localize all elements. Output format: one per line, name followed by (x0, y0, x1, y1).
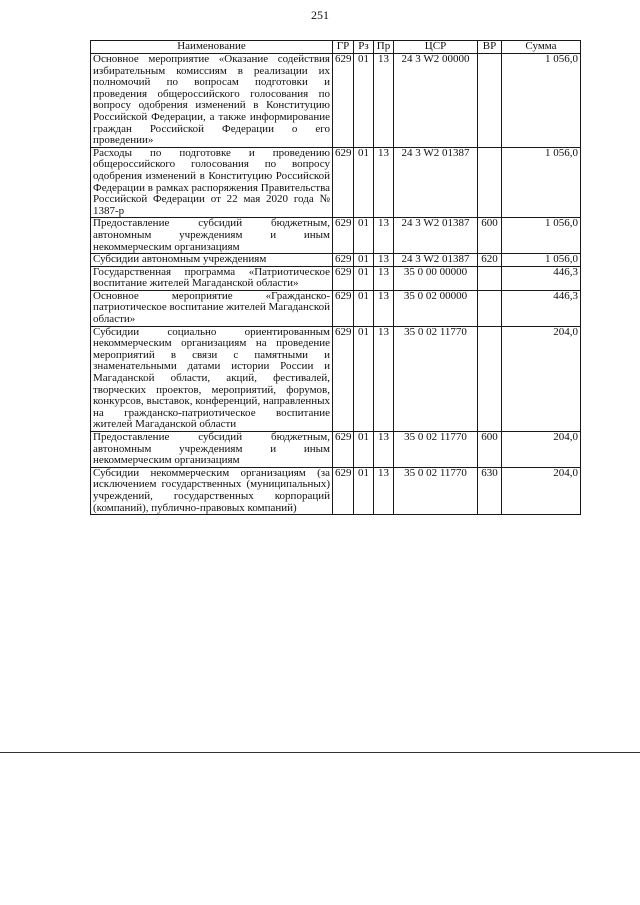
cell-pr: 13 (374, 218, 394, 254)
cell-vr: 630 (478, 467, 502, 514)
cell-gr: 629 (333, 326, 354, 431)
cell-sum: 204,0 (502, 326, 581, 431)
cell-pr: 13 (374, 266, 394, 290)
cell-rz: 01 (354, 54, 374, 148)
cell-sum: 204,0 (502, 467, 581, 514)
cell-name: Расходы по подготовке и проведению общероссийского голосования по вопросу одобрения изменений в Конституцию Российской Федерации в рамках распоряжения Правительства Российской Федерации от 22 мая 2020 года № 1387-р (91, 147, 333, 218)
footer-divider (0, 752, 640, 753)
cell-rz: 01 (354, 266, 374, 290)
cell-sum: 1 056,0 (502, 147, 581, 218)
table-row (91, 290, 581, 326)
cell-vr: 600 (478, 218, 502, 254)
cell-rz: 01 (354, 326, 374, 431)
cell-name: Основное мероприятие «Оказание содействия избирательным комиссиям в реализации их полномочий по вопросам подготовки и проведения общероссийского голосования по вопросу одобрения изменений в Конституцию Российской Федерации, а также информирование граждан Российской Федерации о его проведении» (91, 54, 333, 148)
cell-sum: 1 056,0 (502, 54, 581, 148)
table-row (91, 326, 581, 431)
cell-vr (478, 147, 502, 218)
cell-gr: 629 (333, 147, 354, 218)
cell-name: Субсидии автономным учреждениям (91, 254, 333, 267)
cell-name: Субсидии некоммерческим организациям (за исключением государственных (муниципальных) учреждений, государственных корпораций (компаний), публично-правовых компаний) (91, 467, 333, 514)
cell-pr: 13 (374, 290, 394, 326)
cell-csr: 24 3 W2 01387 (394, 218, 478, 254)
header-gr: ГР (333, 41, 354, 54)
cell-sum: 204,0 (502, 432, 581, 468)
table-header-row (91, 41, 581, 54)
cell-sum: 1 056,0 (502, 218, 581, 254)
table-row (91, 218, 581, 254)
cell-rz: 01 (354, 432, 374, 468)
cell-gr: 629 (333, 432, 354, 468)
page-number: 251 (311, 8, 329, 22)
cell-pr: 13 (374, 467, 394, 514)
cell-vr (478, 266, 502, 290)
table-row (91, 467, 581, 514)
header-vr: ВР (478, 41, 502, 54)
cell-sum: 1 056,0 (502, 254, 581, 267)
cell-name: Государственная программа «Патриотическое воспитание жителей Магаданской области» (91, 266, 333, 290)
header-pr: Пр (374, 41, 394, 54)
cell-pr: 13 (374, 326, 394, 431)
cell-vr: 620 (478, 254, 502, 267)
cell-rz: 01 (354, 147, 374, 218)
cell-csr: 35 0 00 00000 (394, 266, 478, 290)
cell-sum: 446,3 (502, 266, 581, 290)
table-row (91, 254, 581, 267)
header-rz: Рз (354, 41, 374, 54)
cell-csr: 35 0 02 00000 (394, 290, 478, 326)
cell-name: Основное мероприятие «Гражданско-патриотическое воспитание жителей Магаданской области» (91, 290, 333, 326)
cell-csr: 35 0 02 11770 (394, 326, 478, 431)
cell-name: Субсидии социально ориентированным некоммерческим организациям на проведение мероприятий в связи с памятными и знаменательными датами истории России и Магаданской области, акций, фестивалей, творческих проектов, мероприятий, форумов, конкурсов, выставок, конференций, направленных на гражданско-патриотическое воспитание жителей Магаданской области (91, 326, 333, 431)
cell-csr: 24 3 W2 01387 (394, 147, 478, 218)
table-row (91, 266, 581, 290)
cell-name: Предоставление субсидий бюджетным, автономным учреждениям и иным некоммерческим организациям (91, 218, 333, 254)
cell-gr: 629 (333, 54, 354, 148)
cell-csr: 24 3 W2 00000 (394, 54, 478, 148)
cell-pr: 13 (374, 254, 394, 267)
cell-gr: 629 (333, 467, 354, 514)
cell-rz: 01 (354, 467, 374, 514)
cell-rz: 01 (354, 218, 374, 254)
cell-gr: 629 (333, 218, 354, 254)
cell-rz: 01 (354, 254, 374, 267)
cell-csr: 35 0 02 11770 (394, 467, 478, 514)
cell-pr: 13 (374, 147, 394, 218)
cell-sum: 446,3 (502, 290, 581, 326)
cell-csr: 35 0 02 11770 (394, 432, 478, 468)
cell-rz: 01 (354, 290, 374, 326)
cell-vr: 600 (478, 432, 502, 468)
header-sum: Сумма (502, 41, 581, 54)
cell-vr (478, 326, 502, 431)
cell-vr (478, 290, 502, 326)
table-row (91, 147, 581, 218)
cell-csr: 24 3 W2 01387 (394, 254, 478, 267)
budget-table (90, 40, 581, 515)
cell-name: Предоставление субсидий бюджетным, автономным учреждениям и иным некоммерческим организациям (91, 432, 333, 468)
cell-pr: 13 (374, 432, 394, 468)
cell-gr: 629 (333, 266, 354, 290)
cell-gr: 629 (333, 254, 354, 267)
table-row (91, 54, 581, 148)
table-row (91, 432, 581, 468)
cell-vr (478, 54, 502, 148)
cell-pr: 13 (374, 54, 394, 148)
header-csr: ЦСР (394, 41, 478, 54)
header-name: Наименование (91, 41, 333, 54)
cell-gr: 629 (333, 290, 354, 326)
